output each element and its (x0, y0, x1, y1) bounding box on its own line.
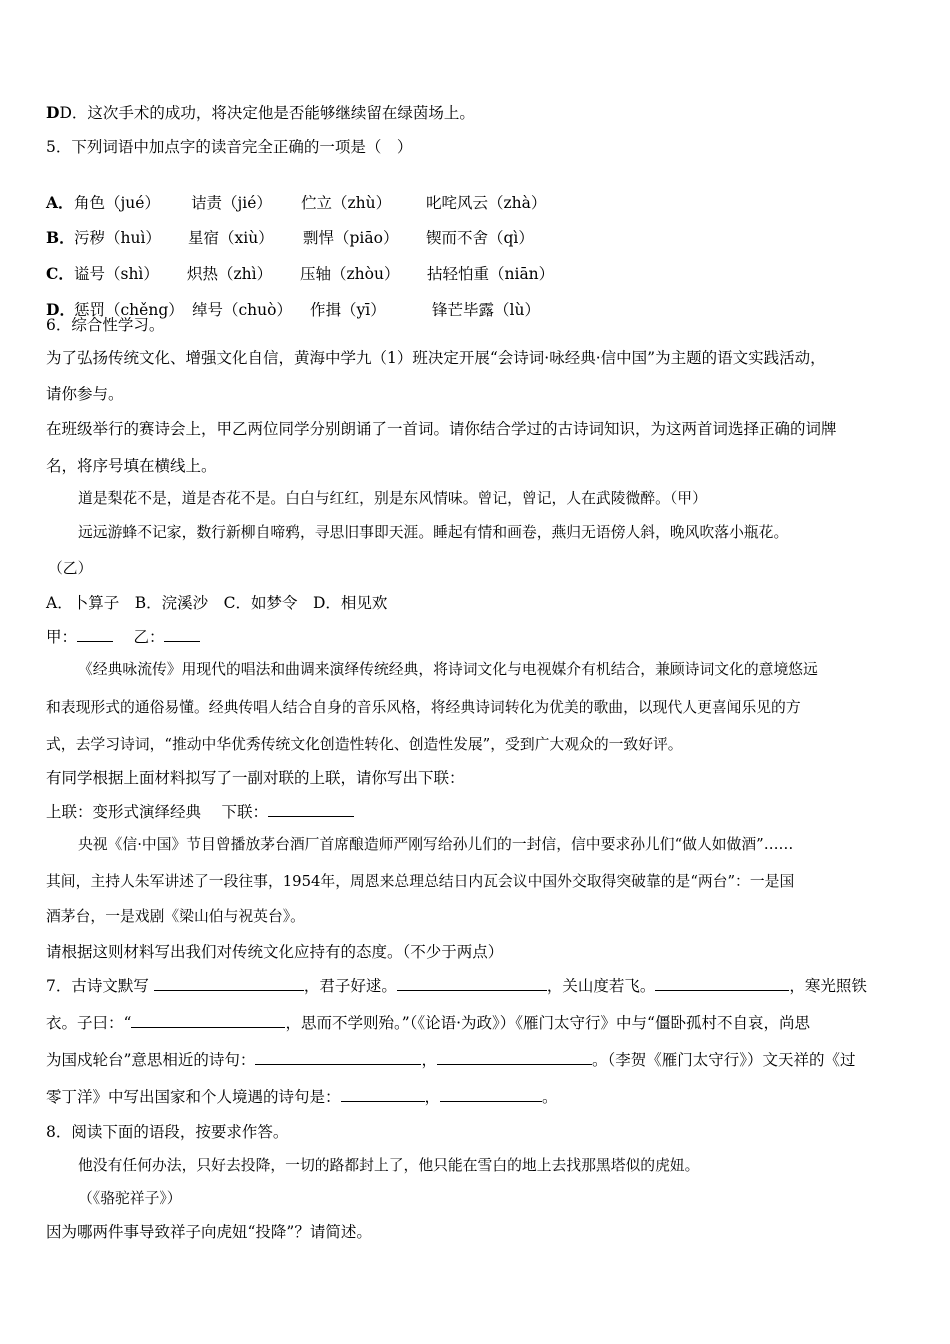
material-para-line1: 《经典咏流传》用现代的唱法和曲调来演绎传统经典，将诗词文化与电视媒介有机结合，兼顾诗词文化的意境悠远 (78, 661, 818, 678)
material-para-line3: 式，去学习诗词，“推动中华优秀传统文化创造性转化、创造性发展”，受到广大观众的一致好评。 (46, 736, 683, 753)
material-para-line2: 和表现形式的通俗易懂。经典传唱人结合自身的音乐风格，将经典诗词转化为优美的歌曲，以现代人更喜闻乐见的方 (46, 699, 801, 716)
q5-stem: 5．下列词语中加点字的读音完全正确的一项是（ ） (46, 138, 413, 156)
q7-blank-6[interactable] (437, 1050, 592, 1065)
material2-line2: 其间，主持人朱军讲述了一段往事，1954年，周恩来总理总结日内瓦会议中国外交取得突破靠的是“两台”：一是国 (46, 873, 795, 890)
q6-intro-line1: 为了弘扬传统文化、增强文化自信，黄海中学九（1）班决定开展“会诗词·咏经典·信中国”为主题的语文实践活动， (46, 349, 826, 367)
q7-blank-5[interactable] (255, 1050, 421, 1065)
q5-option-d[interactable]: D．惩罚（chěng） 绰号（chuò） 作揖（yī） 锋芒毕露（lù） (46, 300, 540, 319)
q6-intro-line2: 请你参与。 (46, 385, 124, 403)
q7-blank-7[interactable] (341, 1087, 425, 1102)
cipai-choices: A．卜算子 B．浣溪沙 C．如梦令 D．相见欢 (46, 594, 388, 612)
q5-option-b[interactable]: B．污秽（huì） 星宿（xiù） 剽悍（piāo） 锲而不舍（qì） (46, 228, 534, 247)
q7-line2: 衣。子曰：“ ，思而不学则殆。”（《论语·为政》）《雁门太守行》中与“僵卧孤村不自哀，尚思 (46, 1014, 810, 1032)
q7-line1: 7．古诗文默写 ，君子好逑。 ，关山度若飞。 ，寒光照铁 (46, 977, 867, 995)
q5-option-a[interactable]: A．角色（jué） 诘责（jié） 伫立（zhù） 叱咤风云（zhà） (46, 193, 547, 212)
answer-blank-yi[interactable] (164, 627, 200, 642)
q7-line4: 零丁洋》中写出国家和个人境遇的诗句是： ， 。 (46, 1088, 558, 1106)
material2-line3: 酒茅台，一是戏剧《梁山伯与祝英台》。 (46, 908, 305, 925)
q6-stem: 6．综合性学习。 (46, 316, 165, 334)
q4-option-d: DD．这次手术的成功，将决定他是否能够继续留在绿茵场上。 (46, 103, 475, 122)
q5-option-c[interactable]: C．谥号（shì） 炽热（zhì） 压轴（zhòu） 拈轻怕重（niān） (46, 264, 555, 283)
q8-question: 因为哪两件事导致祥子向虎妞“投降”？请简述。 (46, 1223, 372, 1241)
q7-blank-4[interactable] (131, 1013, 285, 1028)
material2-line1: 央视《信·中国》节目曾播放茅台酒厂首席酿造师严刚写给孙儿们的一封信，信中要求孙儿们“做人如做酒”…… (78, 836, 794, 853)
q6-task1-line2: 名，将序号填在横线上。 (46, 457, 217, 475)
answer-blank-jia[interactable] (77, 627, 113, 642)
q7-blank-3[interactable] (655, 976, 789, 991)
poem-jia: 道是梨花不是，道是杏花不是。白白与红红，别是东风情味。曾记，曾记，人在武陵微醉。（甲） (78, 490, 707, 507)
attitude-task: 请根据这则材料写出我们对传统文化应持有的态度。（不少于两点） (46, 943, 504, 961)
q8-source: （《骆驼祥子》） (78, 1190, 182, 1207)
poem-yi: 远远游蜂不记家，数行新柳自啼鸦，寻思旧事即天涯。睡起有情和画卷，燕归无语傍人斜，晚风吹落小瓶花。 (78, 524, 789, 541)
cipai-answer-line: 甲： 乙： (46, 627, 200, 647)
q7-blank-2[interactable] (397, 976, 547, 991)
q6-task1-line1: 在班级举行的赛诗会上，甲乙两位同学分别朗诵了一首词。请你结合学过的古诗词知识，为这两首词选择正确的词牌 (46, 420, 837, 438)
couplet-task: 有同学根据上面材料拟写了一副对联的上联，请你写出下联： (46, 769, 465, 787)
q7-line3: 为国戍轮台”意思相近的诗句： ， 。（李贺《雁门太守行》）文天祥的《过 (46, 1051, 856, 1069)
q8-stem: 8．阅读下面的语段，按要求作答。 (46, 1123, 289, 1141)
couplet-line: 上联：变形式演绎经典 下联： (46, 802, 354, 822)
q7-blank-8[interactable] (440, 1087, 542, 1102)
q8-quote: 他没有任何办法，只好去投降，一切的路都封上了，他只能在雪白的地上去找那黑塔似的虎妞。 (78, 1157, 700, 1174)
q7-blank-1[interactable] (154, 976, 304, 991)
couplet-answer-blank[interactable] (268, 802, 354, 817)
poem-yi-tag: （乙） (48, 560, 93, 577)
